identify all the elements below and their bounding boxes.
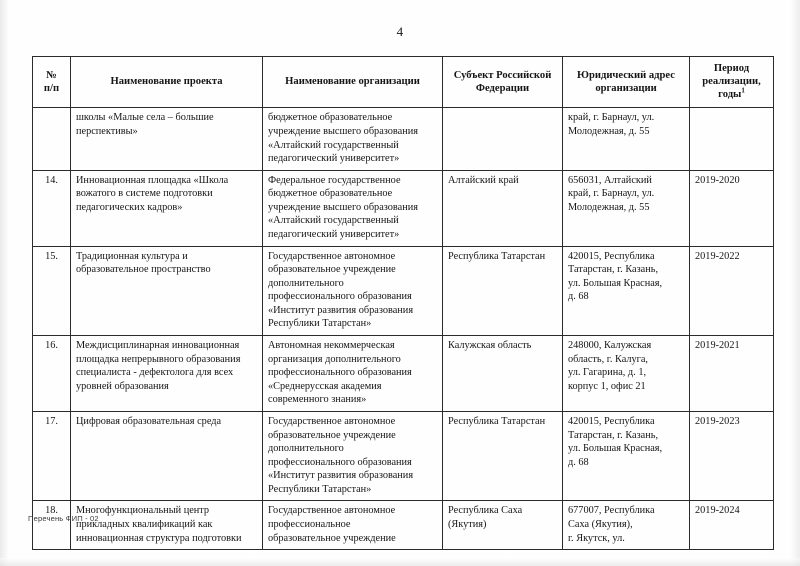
cell-project-line: площадка непрерывного образования	[76, 353, 241, 365]
cell-subject	[443, 336, 563, 412]
cell-address-line: край, г. Барнаул, ул.	[568, 188, 655, 200]
cell-num: 14.	[33, 170, 71, 246]
cell-organization	[263, 170, 443, 246]
scan-edge-right	[790, 0, 800, 566]
cell-period: 2019-2023	[690, 411, 774, 500]
table-row	[33, 411, 774, 500]
column-header-address-line1: Юридический адрес	[577, 69, 675, 81]
cell-period: 2019-2020	[690, 170, 774, 246]
cell-address-line: край, г. Барнаул, ул.	[568, 112, 655, 124]
table-row	[33, 246, 774, 335]
table-header	[33, 57, 774, 108]
cell-subject-line: (Якутия)	[448, 518, 487, 530]
cell-period	[690, 108, 774, 170]
cell-organization-line: Государственное автономное	[268, 505, 396, 517]
cell-address-line: г. Якутск, ул.	[568, 532, 625, 544]
cell-organization-line: современного знания»	[268, 394, 367, 406]
cell-project	[71, 501, 263, 550]
table-row	[33, 501, 774, 550]
column-header-address	[563, 57, 690, 108]
registry-table	[32, 56, 774, 550]
cell-address-line: 248000, Калужская	[568, 340, 652, 352]
cell-organization-line: педагогический университет»	[268, 229, 400, 240]
cell-num: 16.	[33, 336, 71, 412]
column-header-address-line2: организации	[595, 82, 657, 94]
cell-organization-line: педагогический университет»	[268, 153, 400, 165]
cell-address-line: Молодежная, д. 55	[568, 201, 650, 213]
cell-organization-line: «Институт развития образования	[268, 470, 414, 482]
cell-project-line: Многофункциональный центр	[76, 505, 210, 517]
cell-project	[71, 170, 263, 246]
cell-organization-line: образовательное учреждение	[268, 264, 396, 276]
cell-organization-line: дополнительного	[268, 443, 344, 455]
cell-address	[563, 411, 690, 500]
table-row	[33, 170, 774, 246]
cell-organization-line: профессиональное	[268, 518, 351, 530]
cell-address-line: 420015, Республика	[568, 250, 655, 262]
footer-note: Перечень ФИП - 02	[28, 514, 99, 523]
cell-organization-line: бюджетное образовательное	[268, 112, 393, 124]
cell-organization-line: учреждение высшего образования	[268, 201, 418, 213]
cell-project-line: вожатого в системе подготовки	[76, 188, 213, 200]
cell-subject	[443, 411, 563, 500]
cell-num: 17.	[33, 411, 71, 500]
cell-organization-line: образовательное учреждение	[268, 532, 396, 544]
column-header-subject	[443, 57, 563, 108]
cell-project-line: специалиста - дефектолога для всех	[76, 367, 234, 379]
cell-project-line: школы «Малые села – большие	[76, 112, 214, 124]
cell-address-line: область, г. Калуга,	[568, 353, 649, 365]
cell-organization-line: профессионального образования	[268, 291, 412, 303]
cell-subject	[443, 108, 563, 170]
cell-address	[563, 108, 690, 170]
cell-organization-line: Государственное автономное	[268, 415, 396, 427]
cell-subject-line: Калужская область	[448, 340, 532, 352]
cell-project-line: Междисциплинарная инновационная	[76, 340, 240, 352]
cell-project-line: прикладных квалификаций как	[76, 518, 213, 530]
cell-organization	[263, 501, 443, 550]
cell-organization-line: «Алтайский государственный	[268, 215, 399, 227]
cell-organization-line: Автономная некоммерческая	[268, 340, 395, 352]
cell-organization-line: «Институт развития образования	[268, 304, 414, 316]
cell-address-line: д. 68	[568, 456, 589, 468]
column-header-period-line3: годы	[718, 89, 742, 101]
cell-num	[33, 108, 71, 170]
cell-organization-line: дополнительного	[268, 277, 344, 289]
cell-project-line: образовательное пространство	[76, 264, 211, 276]
cell-project-line: инновационная структура подготовки	[76, 532, 242, 544]
cell-project	[71, 246, 263, 335]
registry-table-container	[32, 56, 773, 550]
cell-subject	[443, 170, 563, 246]
cell-address-line: Молодежная, д. 55	[568, 125, 650, 137]
cell-address-line: корпус 1, офис 21	[568, 380, 646, 392]
cell-subject	[443, 246, 563, 335]
cell-address	[563, 336, 690, 412]
cell-organization-line: организация дополнительного	[268, 353, 401, 365]
cell-address-line: Татарстан, г. Казань,	[568, 429, 659, 441]
column-header-organization-name: Наименование организации	[263, 57, 443, 108]
column-header-subject-line1: Субъект Российской	[453, 69, 552, 81]
cell-address-line: ул. Большая Красная,	[568, 443, 663, 455]
cell-period: 2019-2021	[690, 336, 774, 412]
column-header-period-line2: реализации,	[702, 76, 761, 88]
cell-address-line: 420015, Республика	[568, 415, 655, 427]
cell-project	[71, 411, 263, 500]
cell-project-line: педагогических кадров»	[76, 201, 183, 213]
cell-organization	[263, 411, 443, 500]
cell-num: 18.	[33, 501, 71, 550]
cell-period: 2019-2022	[690, 246, 774, 335]
cell-organization-line: образовательное учреждение	[268, 429, 396, 441]
cell-organization	[263, 336, 443, 412]
cell-organization	[263, 108, 443, 170]
cell-address	[563, 170, 690, 246]
table-row	[33, 108, 774, 170]
cell-address-line: д. 68	[568, 291, 589, 303]
cell-subject	[443, 501, 563, 550]
cell-organization-line: профессионального образования	[268, 456, 412, 468]
table-row	[33, 336, 774, 412]
cell-project-line: Цифровая образовательная среда	[76, 415, 222, 427]
cell-subject-line: Республика Татарстан	[448, 250, 546, 262]
column-header-number-line1: №	[46, 69, 57, 81]
column-header-subject-line2: Федерации	[475, 82, 530, 94]
cell-organization-line: Государственное автономное	[268, 250, 396, 262]
page-number: 4	[396, 24, 404, 39]
cell-address-line: Саха (Якутия),	[568, 518, 633, 530]
cell-address-line: 656031, Алтайский	[568, 174, 652, 186]
cell-project-line: уровней образования	[76, 380, 169, 392]
cell-organization-line: «Среднерусская академия	[268, 380, 382, 392]
column-header-period	[690, 57, 774, 108]
scan-edge-bottom	[0, 558, 800, 566]
cell-project	[71, 336, 263, 412]
column-header-project-name: Наименование проекта	[71, 57, 263, 108]
cell-address	[563, 246, 690, 335]
cell-project	[71, 108, 263, 170]
table-header-row	[33, 57, 774, 108]
table-body	[33, 108, 774, 550]
cell-subject-line: Республика Саха	[448, 505, 523, 517]
cell-organization-line: «Алтайский государственный	[268, 139, 399, 151]
column-header-number	[33, 57, 71, 108]
cell-organization-line: учреждение высшего образования	[268, 125, 418, 137]
cell-subject-line: Алтайский край	[448, 174, 519, 186]
scan-edge-left	[0, 0, 9, 566]
cell-address-line: ул. Гагарина, д. 1,	[568, 367, 647, 379]
cell-organization-line: Республики Татарстан»	[268, 318, 372, 330]
cell-project-line: перспективы»	[76, 125, 138, 137]
cell-organization-line: профессионального образования	[268, 367, 412, 379]
cell-organization	[263, 246, 443, 335]
cell-project-line: Инновационная площадка «Школа	[76, 174, 229, 186]
cell-address	[563, 501, 690, 550]
column-header-period-line1: Период	[713, 63, 750, 74]
cell-organization-line: Республики Татарстан»	[268, 483, 372, 495]
cell-address-line: ул. Большая Красная,	[568, 277, 663, 289]
cell-subject-line: Республика Татарстан	[448, 415, 546, 427]
cell-address-line: Татарстан, г. Казань,	[568, 264, 659, 276]
cell-organization-line: бюджетное образовательное	[268, 188, 393, 200]
cell-organization-line: Федеральное государственное	[268, 174, 401, 186]
column-header-number-line2: п/п	[43, 82, 60, 94]
cell-num: 15.	[33, 246, 71, 335]
cell-period: 2019-2024	[690, 501, 774, 550]
column-header-period-footnote-marker: 1	[741, 86, 745, 95]
cell-project-line: Традиционная культура и	[76, 250, 188, 262]
cell-address-line: 677007, Республика	[568, 505, 655, 517]
